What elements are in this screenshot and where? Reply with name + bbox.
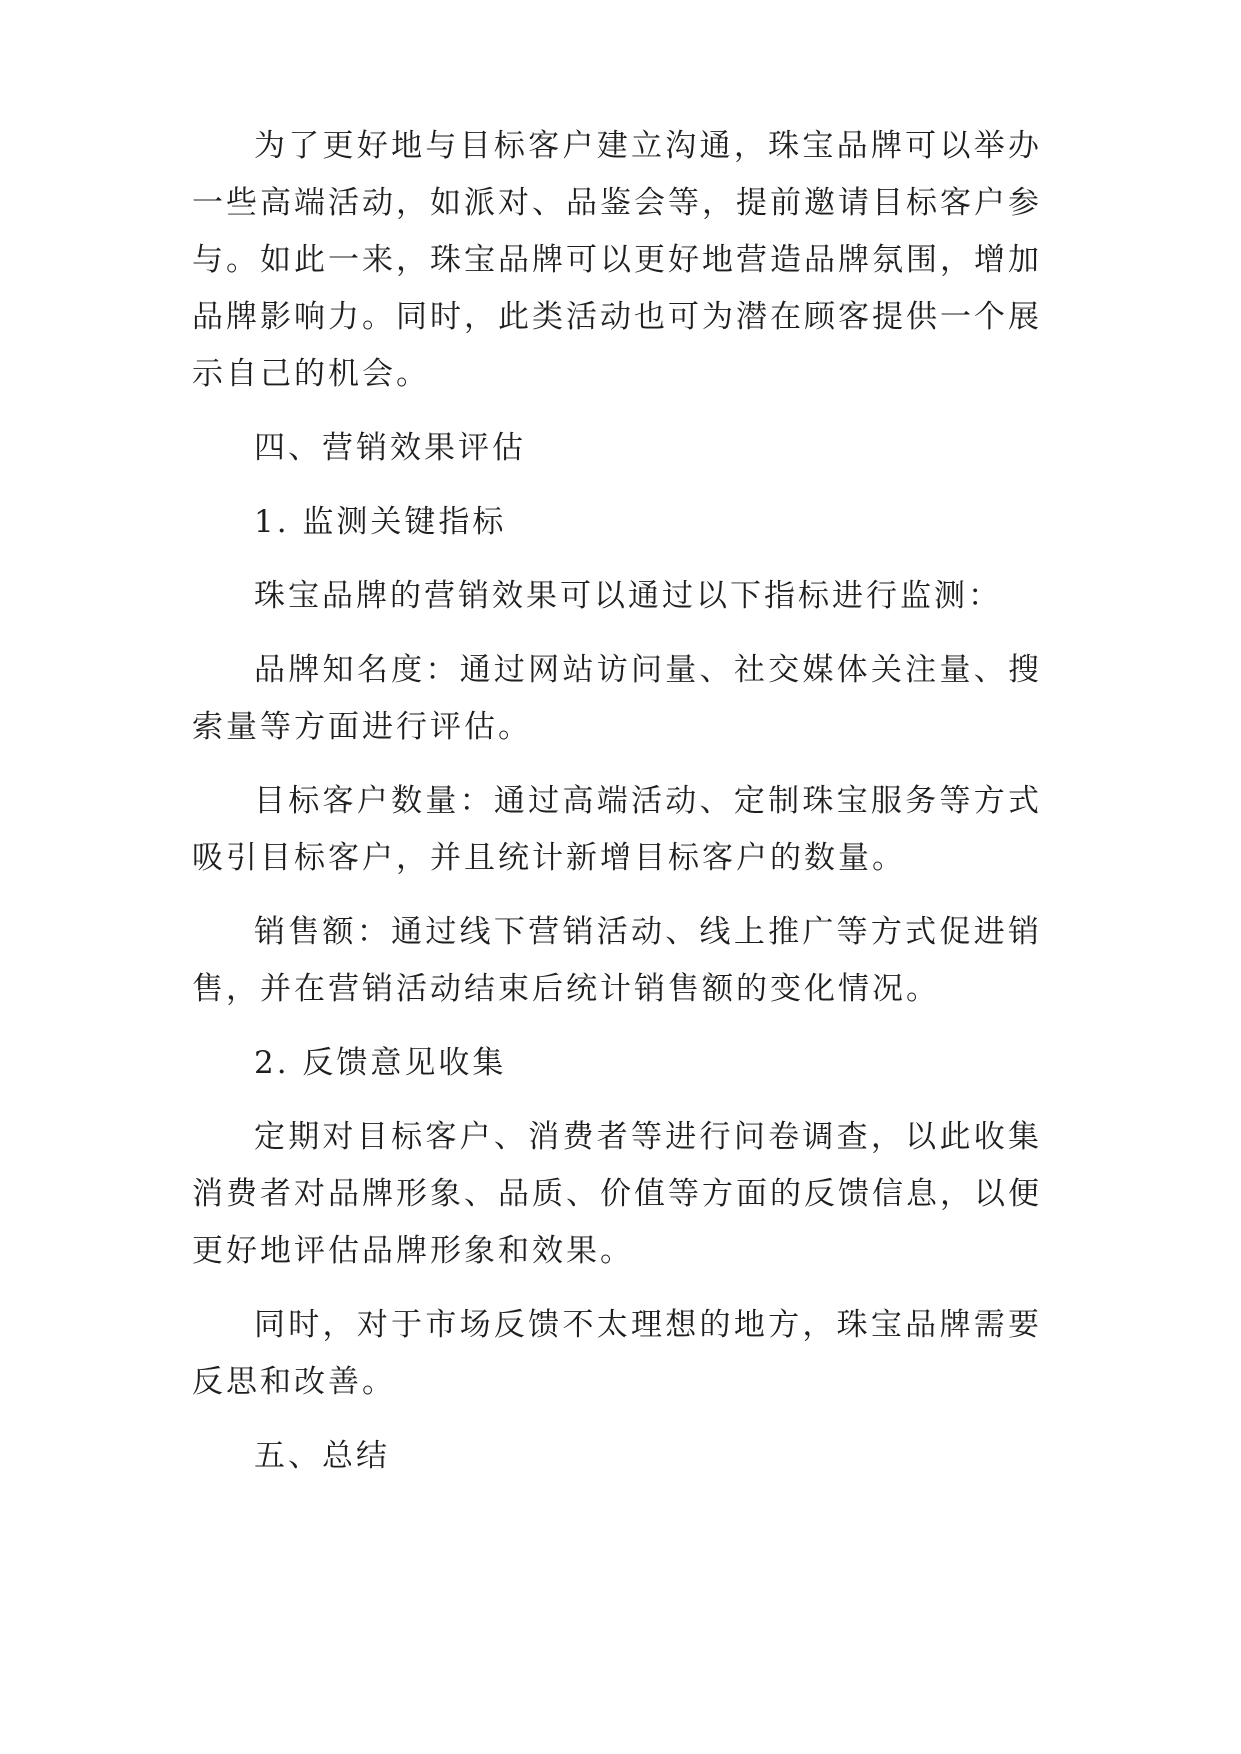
paragraph-survey: 定期对目标客户、消费者等进行问卷调查，以此收集消费者对品牌形象、品质、价值等方面的反馈信息，以便更好地评估品牌形象和效果。 [192,1119,1042,1269]
paragraph-improvement: 同时，对于市场反馈不太理想的地方，珠宝品牌需要反思和改善。 [192,1307,1042,1400]
document-body [192,118,1042,1502]
paragraph-metrics-intro: 珠宝品牌的营销效果可以通过以下指标进行监测： [254,578,1002,614]
section-heading-evaluation: 四、营销效果评估 [254,430,526,466]
subsection-heading-metrics: 1. 监测关键指标 [254,504,507,540]
subsection-heading-feedback: 2. 反馈意见收集 [254,1045,507,1081]
paragraph-target-customers: 目标客户数量：通过高端活动、定制珠宝服务等方式吸引目标客户，并且统计新增目标客户的数量。 [192,783,1042,876]
paragraph-events: 为了更好地与目标客户建立沟通，珠宝品牌可以举办一些高端活动，如派对、品鉴会等，提前邀请目标客户参与。如此一来，珠宝品牌可以更好地营造品牌氛围，增加品牌影响力。同时，此类活动也可为潜在顾客提供一个展示自己的机会。 [192,128,1042,392]
section-heading-summary: 五、总结 [254,1438,390,1474]
paragraph-brand-awareness: 品牌知名度：通过网站访问量、社交媒体关注量、搜索量等方面进行评估。 [192,652,1042,745]
paragraph-sales: 销售额：通过线下营销活动、线上推广等方式促进销售，并在营销活动结束后统计销售额的变化情况。 [192,914,1042,1007]
